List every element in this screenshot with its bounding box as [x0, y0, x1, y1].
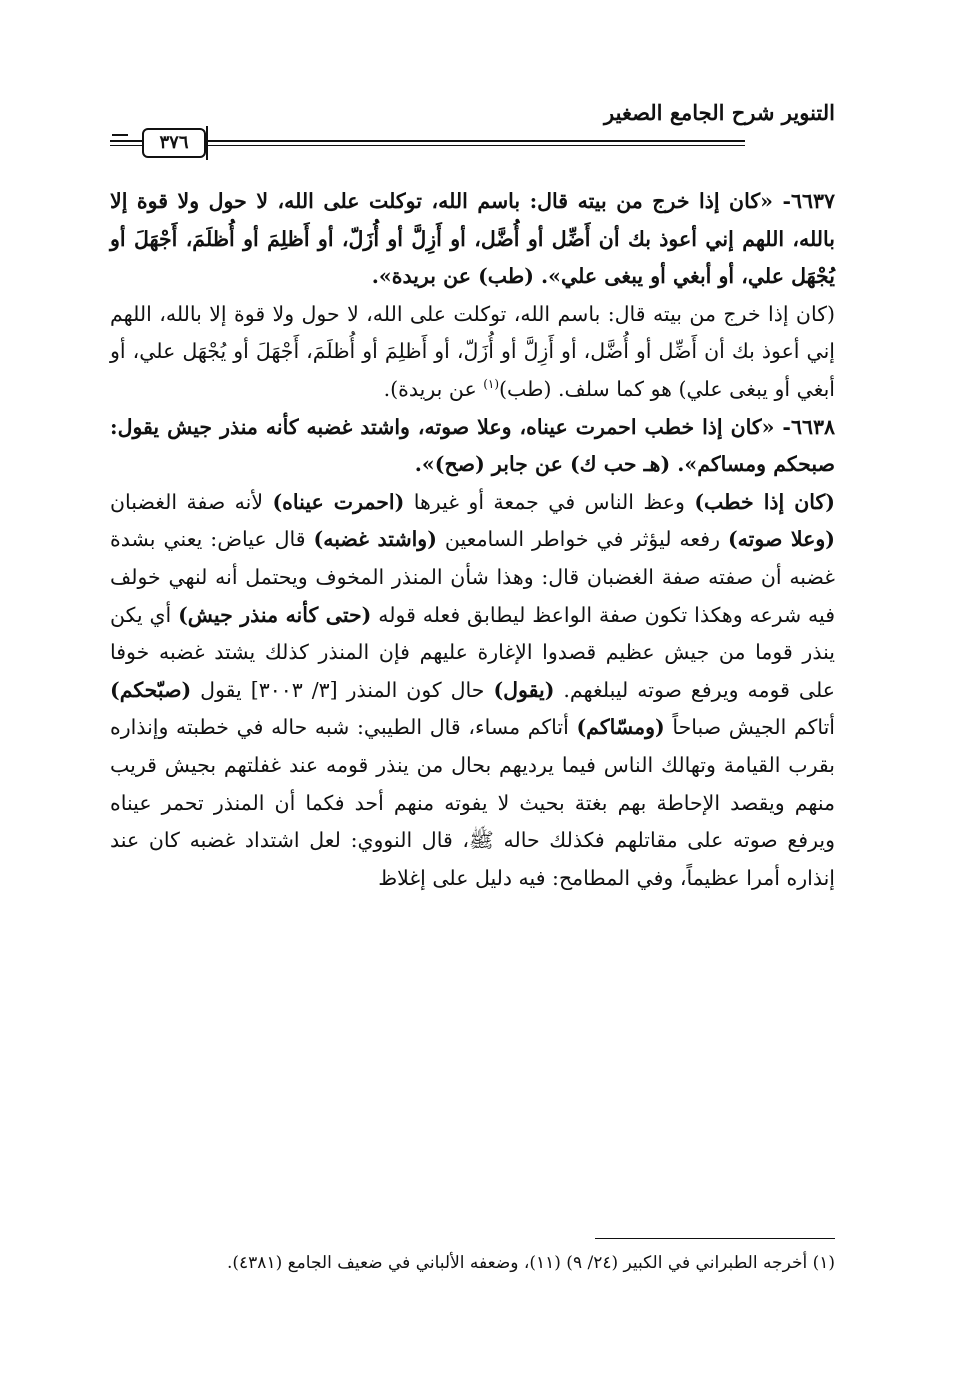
- footnote: (١) أخرجه الطبراني في الكبير (٢٤/ ٩) (١١)، وضعفه الألباني في ضعيف الجامع (٤٣٨١).: [227, 1253, 835, 1273]
- commentary-text: أتاكم مساء، قال الطيبي: شبه حاله في خطبته وإنذاره بقرب القيامة وتهالك الناس فيما يرديهم بحال من ينذر قومه عند غفلتهم بجيش قريب منهم ويقصد الإحاطة بهم بغتة بحيث لا يفوته منهم أحد فكما أن المنذر تحمر عيناه ويرفع صوته على مقاتلهم فكذلك حاله ﷺ، قال النووي: لعل اشتداد غضبه كان عند إنذاره أمرا عظيماً، وفي المطامح: فيه دليل على إغلاظ: [110, 715, 835, 890]
- quoted-phrase: (صبّحكم): [110, 677, 192, 702]
- page-number: ٣٧٦: [142, 128, 206, 158]
- quoted-phrase: (احمرت عيناه): [272, 489, 405, 514]
- quoted-phrase: (وعلا صوته): [727, 527, 835, 552]
- quoted-phrase: (حتى كأنه منذر جيش): [178, 602, 372, 627]
- footnote-separator: [595, 1238, 835, 1239]
- quoted-phrase: (ومسّاكم): [576, 715, 665, 740]
- commentary-text: قال عياض: يعني بشدة غضبه أن صفته صفة الغضبان قال: وهذا شأن المنذر المخوف ويحتمل أنه لنهي خولف فيه شرعه وهكذا تكون صفة الواعظ ليطابق فعله قوله: [110, 527, 836, 627]
- footnote-marker: (١): [483, 377, 500, 392]
- quoted-phrase: (كان إذا خطب): [694, 489, 835, 514]
- commentary-6637: [110, 296, 835, 409]
- hadith-6637: [110, 183, 835, 296]
- book-title: التنوير شرح الجامع الصغير: [604, 100, 835, 125]
- header-equals-ornament: [110, 132, 132, 144]
- commentary-text: حال كون المنذر [٣/ ٣٠٠٣] يقول: [191, 677, 494, 702]
- commentary-text: (كان إذا خرج من بيته قال: باسم الله، توكلت على الله، لا حول ولا قوة إلا بالله، اللهم إني أعوذ بك أن أَضِّل أو أُضَّل، أو أَزِلَّ أو أُزَلّ، أو أَظلِمَ أو أُظلَمَ، أَجْهَلَ أو يُجْهَل علي، أو أبغي أو يبغى علي) هو كما سلف. (طب): [110, 301, 835, 401]
- quoted-phrase: (يقول): [493, 677, 555, 702]
- hadith-number: ٦٦٣٨: [790, 414, 835, 439]
- commentary-text: أتاكم الجيش صباحاً: [664, 715, 835, 740]
- hadith-number: ٦٦٣٧: [790, 189, 835, 213]
- page-body: [110, 183, 835, 897]
- commentary-text: أي يكن ينذر قوما من جيش عظيم قصدوا الإغارة عليهم فإن المنذر كذلك يشتد غضبه خوفا على قومه ويرفع صوته ليبلغهم.: [110, 602, 835, 702]
- hadith-text: - «كان إذا خرج من بيته قال: باسم الله، توكلت على الله، لا حول ولا قوة إلا بالله، اللهم إني أعوذ بك أن أَضِّل أو أُضَّل، أو أَزِلَّ أو أُزَلّ، أو أَظلِمَ أو أُظلَمَ، أَجْهَلَ أو يُجْهَل علي، أو أبغي أو يبغى علي». (طب) عن بريدة».: [110, 189, 835, 289]
- hadith-6638: [110, 409, 835, 484]
- commentary-text: لأنه صفة الغضبان: [110, 489, 273, 514]
- quoted-phrase: (واشتد غضبه): [313, 527, 437, 552]
- commentary-text: وعظ الناس في جمعة أو غيرها: [404, 489, 695, 514]
- commentary-text: رفعه ليؤثر في خواطر السامعين: [436, 527, 728, 552]
- book-page: [110, 88, 836, 1273]
- commentary-text-end: عن بريدة).: [383, 376, 484, 401]
- commentary-6638: [110, 484, 835, 898]
- page-header: [110, 88, 835, 152]
- hadith-text: - «كان إذا خطب احمرت عيناه، وعلا صوته، واشتد غضبه كأنه منذر جيش يقول: صبحكم ومساكم». (هـ حب ك) عن جابر (صح)».: [110, 414, 835, 477]
